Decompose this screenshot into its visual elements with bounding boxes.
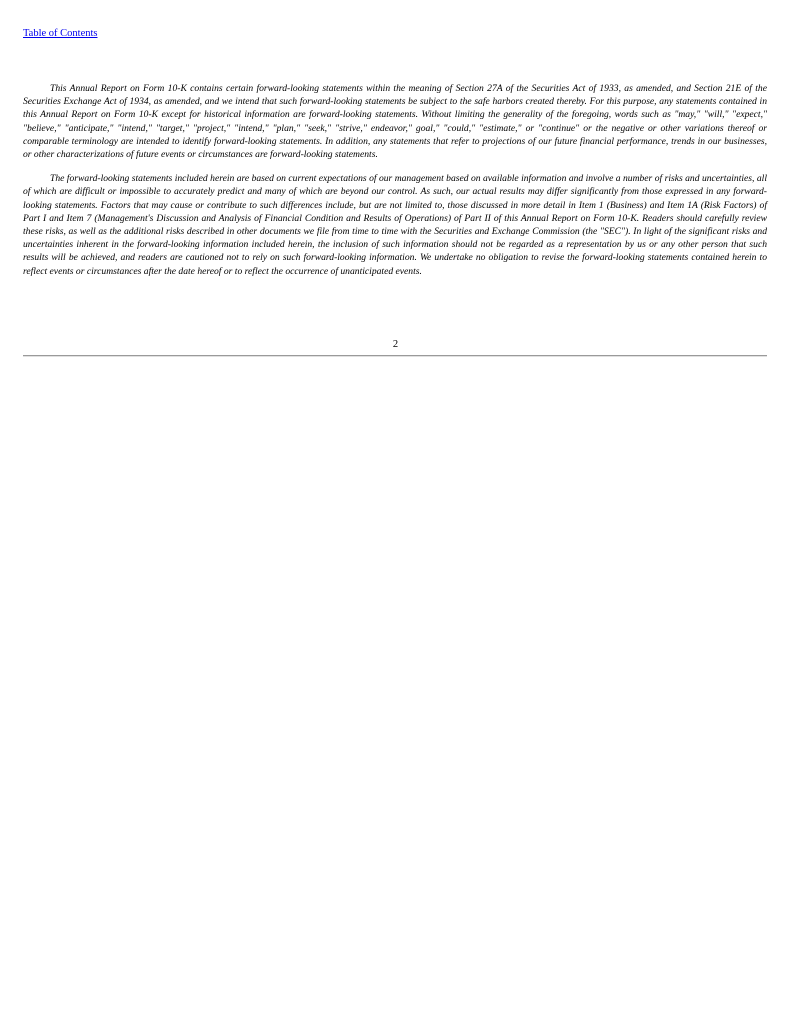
page-divider (23, 355, 767, 357)
forward-looking-statements-paragraph-1: This Annual Report on Form 10-K contains certain forward-looking statements within the meaning of Section 27A of the Securities Act of 1933, as amended, and Section 21E of the Securities Exchange Act of 1934, as amended, and we intend that such forward-looking statements be subject to the safe harbors created thereby. For this purpose, any statements contained in this Annual Report on Form 10-K except for historical information are forward-looking statements. Without limiting the generality of the foregoing, words such as "may," "will," "expect," "believe," "anticipate," "intend," "target," "project," "intend," "plan," "seek," "strive," endeavor," goal," "could," "estimate," or "continue" or the negative or other variations thereof or comparable terminology are intended to identify forward-looking statements. In addition, any statements that refer to projections of our future financial performance, trends in our businesses, or other characterizations of future events or circumstances are forward-looking statements. (23, 83, 767, 161)
document-body (23, 82, 767, 289)
page-number: 2 (392, 339, 399, 350)
table-of-contents-link[interactable]: Table of Contents (23, 28, 98, 39)
forward-looking-statements-paragraph-2: The forward-looking statements included herein are based on current expectations of our management based on available information and involve a number of risks and uncertainties, all of which are difficult or impossible to accurately predict and many of which are beyond our control. As such, our actual results may differ significantly from those expressed in any forward-looking statements. Factors that may cause or contribute to such differences include, but are not limited to, those discussed in more detail in Item 1 (Business) and Item 1A (Risk Factors) of Part I and Item 7 (Management's Discussion and Analysis of Financial Condition and Results of Operations) of Part II of this Annual Report on Form 10-K. Readers should carefully review these risks, as well as the additional risks described in other documents we file from time to time with the Securities and Exchange Commission (the "SEC"). In light of the significant risks and uncertainties inherent in the forward-looking information included herein, the inclusion of such information should not be regarded as a representation by us or any other person that such results will be achieved, and readers are cautioned not to rely on such forward-looking information. We undertake no obligation to revise the forward-looking statements contained herein to reflect events or circumstances after the date hereof or to reflect the occurrence of unanticipated events. (23, 173, 767, 277)
